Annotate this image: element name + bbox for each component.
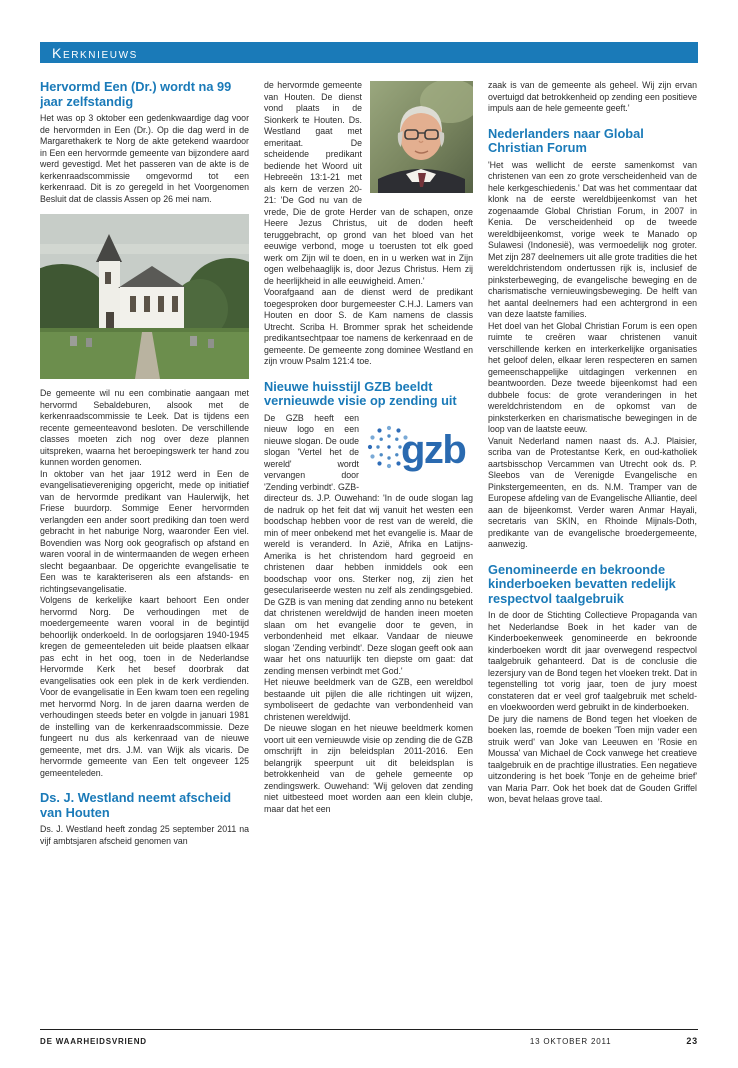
paragraph: De gemeente wil nu een combinatie aangaan met hervormd Sebaldeburen, alsook met de kerkenraadscommissie te Leek. Dat is tijdens een recente gemeenteavond besloten. De verschillende classes moeten zich nog over deze plannen uitspreken, waarna het beroepingswerk ter hand zou kunnen worden genomen. xyxy=(40,388,249,468)
paragraph: Volgens de kerkelijke kaart behoort Een onder hervormd Norg. De verhoudingen met de moedergemeente waren vooral in de begintijd behoorlijk onderkoeld. In de oorlogsjaren 1940-1945 kregen de gemeenteleden uit beide plaatsen elkaar pas echt in het oog, toen in de Nederlandse Hervormde Kerk het besef doorbrak dat evangelisaties ook een plek in de kerk verdienden. Voor de evangelisatie in Een kwam toen een regeling met hervormd Norg. In de jaren daarna werden de verhoudingen steeds beter en volgde in januari 1981 de instelling van de kerkenraadscommissie. Deze fungeert nu dus als kerkenraad van de nieuwe gemeente, met drs. J.M. van Wijk als vicaris. De hervormde gemeente van Een telt ongeveer 125 gemeenteleden. xyxy=(40,595,249,778)
gzb-logo xyxy=(365,417,473,479)
article-columns xyxy=(40,80,698,1015)
paragraph: Vanuit Nederland namen naast ds. A.J. Plaisier, scriba van de Protestantse Kerk, en oud-katholiek aartsbisschop Vercammen van Utrecht ook ds. P. Sleebos van de Verenigde Evangelische en Pinkstergemeenten, en ds. N.M. Tramper van de Europese afdeling van de Evangelische Alliantie, deel aan de bijeenkomst. Verder waren Anmar Hayali, secretaris van SKIN, en Rhoinde Mijnals-Doth, predikante van de evangelische broedergemeente, aanwezig. xyxy=(488,435,697,550)
column-3 xyxy=(488,80,697,1015)
article-title: Ds. J. Westland neemt afscheid van Houten xyxy=(40,790,232,820)
paragraph: 'Het was wellicht de eerste samenkomst van christenen van een zo grote verscheidenheid van de hele kerkgeschiedenis.' Dat was het commentaar dat klonk na de eerste wereldbijeenkomst van het zogenaamde Global Christian Forum, in 2007 in Kenia. De verscheidenheid op de tweede wereldbijeenkomst, vorige week te Manado op Sulawesi (Indonesië), was vermoedelijk nog groter. Met zijn 287 deelnemers uit alle grote tradities die het wereldchristendom ondertussen rijk is, inclusief de pinksterbeweging, de evangelische beweging en de charismatische vernieuwingsbeweging. De helft van het aantal deelnemers had een achtergrond in een van deze laatste families. xyxy=(488,159,697,320)
paragraph: Het doel van het Global Christian Forum is een open ruimte te creëren waar christenen vanuit verschillende kerken en interkerkelijke organisaties het geloof delen, elkaar leren respecteren en samen gemeenschappelijke uitdagingen verkennen en beantwoorden. Deze tweede bijeenkomst had een dubbele focus: de grote veranderingen in het wereldchristendom en de opkomst van de pinksterkerken en charismatische bewegingen in de loop van de laatste eeuw. xyxy=(488,320,697,435)
article-title: Genomineerde en bekroonde kinderboeken bevatten redelijk respectvol taalgebruik xyxy=(488,561,676,606)
article-title: Hervormd Een (Dr.) wordt na 99 jaar zelfstandig xyxy=(40,80,232,109)
page-footer xyxy=(40,1029,698,1046)
gzb-logo-text: gzb xyxy=(401,427,466,472)
section-header xyxy=(40,42,698,63)
gzb-logo-illustration xyxy=(365,417,473,479)
article-title: Nederlanders naar Global Christian Forum xyxy=(488,125,644,156)
paragraph-with-photo xyxy=(264,80,473,287)
church-photo-illustration xyxy=(40,214,249,379)
column-2 xyxy=(264,80,473,1015)
paragraph: zaak is van de gemeente als geheel. Wij zijn ervan overtuigd dat betrokkenheid op zending een positieve impuls aan de hele gemeente geeft.' xyxy=(488,80,697,113)
paragraph: De nieuwe slogan en het nieuwe beeldmerk komen voort uit een vernieuwde visie op zending die de GZB omschrijft in zijn beleidsplan 2011-2016. Een belangrijk speerpunt uit dit beleidsplan is betrokkenheid van de gehele gemeente op zendingswerk. Ouwehand: 'Wij geloven dat zending niet uitbesteed moet worden aan een klein clubje, maar dat het een xyxy=(264,723,473,814)
paragraph: Ds. J. Westland heeft zondag 25 september 2011 na vijf ambtsjaren afscheid genomen van xyxy=(40,824,249,846)
publication-name: DE WAARHEIDSVRIEND xyxy=(40,1037,147,1046)
paragraph: Het nieuwe beeldmerk van de GZB, een wereldbol bestaande uit pijlen die alle richtingen uit wijzen, symboliseert de gedachte van verbondenheid van christenen wereldwijd. xyxy=(264,677,473,722)
paragraph: de hervormde gemeente van Houten. De dienst vond plaats in de Sionkerk te Houten. Ds. Westland gaat met emeritaat. De scheidende predikant bediende het Woord uit Hebreeën 13:1-21 met als kern de verzen 20-21: 'De God nu van de vrede, Die de grote Herder van de schapen, onze Heere Jezus Christus, uit de doden heeft teruggebracht, op grond van het bloed van het eeuwige verbond, moge u toerusten tot elk goed werk om Zijn wil te doen, en in u werken wat in Zijn ogen welbehaaglijk is, door Jezus Christus. Hem zij de heerlijkheid in alle eeuwigheid. Amen.' xyxy=(264,80,473,286)
column-1 xyxy=(40,80,249,1015)
paragraph: De jury die namens de Bond tegen het vloeken de boeken las, roemde de boeken 'Toen mijn vader een struik werd' van Joke van Leeuwen en 'Rosie en Moussa' van Michael de Cock vanwege het creatieve taalgebruik en de prachtige illustraties. Een negatieve uitzondering is het boek 'Tonje en de geheime brief' van Maria Parr. Ook het boek dat de Gouden Griffel won, bevat helaas grove taal. xyxy=(488,713,697,805)
paragraph: Het was op 3 oktober een gedenkwaardige dag voor de hervormden in Een (Dr.). Op die dag werd in de Margarethakerk te Norg de akte getekend waardoor in Een een hervormde gemeente van bijzondere aard werd gevestigd. Met het passeren van de akte is de kerkenraadscommissie omgevormd tot een kerkenraad. Dit is zo geregeld in het Voorgenomen Besluit dat de classis Assen op 26 mei nam. xyxy=(40,113,249,204)
paragraph-with-logo xyxy=(264,413,473,678)
section-title: Kerknieuws xyxy=(52,44,138,61)
paragraph: In de door de Stichting Collectieve Propaganda van het Nederlandse Boek in het kader van de Kinderboekenweek genomineerde en bekroonde kinderboeken wordt dit jaar overwegend respectvol taalgebruik gehanteerd. Dat is de conclusie die lezersjury van de Bond tegen het vloeken trekt. Dat in tegenstelling tot vorig jaar, toen de jury moest constateren dat er veel grof taalgebruik met scheld- en vloekwoorden werd gebruikt in de kinderboeken. xyxy=(488,610,697,713)
pastor-portrait-illustration xyxy=(370,81,473,193)
footer-right-group xyxy=(530,1036,698,1046)
page-number: 23 xyxy=(686,1036,698,1046)
pastor-portrait-photo xyxy=(370,81,473,193)
article-title: Nieuwe huisstijl GZB beeldt vernieuwde visie op zending uit xyxy=(264,378,457,409)
church-photo xyxy=(40,214,249,379)
issue-date: 13 OKTOBER 2011 xyxy=(529,1037,612,1046)
paragraph: In oktober van het jaar 1912 werd in Een de evangelisatievereniging opgericht, mede op initiatief van de hervormde predikant van Haulerwijk, het Friese buurdorp. Sommige Eener hervormden verlangden een ander soort prediking dan toen werd gebracht in het naburige Norg, waaronder Een viel. Bovendien was Norg ook geografisch op afstand en waren vooral in de wintermaanden de wegen erheen slecht begaanbaar. De opgerichte evangelisatie te Een was te karakteriseren als een afstands- en richtingsevangelisatie. xyxy=(40,468,249,594)
paragraph: Voorafgaand aan de dienst werd de predikant toegesproken door burgemeester C.H.J. Lamers van Houten en door S. de Kam namens de classis Utrecht. Scriba H. Brommer sprak het scheidende predikantsechtpaar toe namens de kerkenraad en de gemeente. De gemeente zong dominee Westland en zijn vrouw Psalm 121:4 toe. xyxy=(264,287,473,366)
paragraph: De GZB heeft een nieuw logo en een nieuwe slogan. De oude slogan 'Vertel het de wereld' wordt vervangen door 'Zending verbindt'. GZB-directeur ds. J.P. Ouwehand: 'In de oude slogan lag de nadruk op het feit dat wij vanuit het westen een boodschap hebben voor de rest van de wereld, die min of meer onbekend met het evangelie is. Maar de wereld is veranderd. In Azië, Afrika en Latijns-Amerika is het christendom hard gegroeid en christenen daar hebben inmiddels ook een boodschap voor ons. Sterker nog, zij zien het geseculariseerde westen nu zelf als zendingsgebied. De GZB is van mening dat zending anno nu betekent dat christenen wereldwijd de handen ineen moeten slaan om het evangelie door te geven, in verbondenheid met elkaar. Vandaar de nieuwe slogan 'Zending verbindt'. Deze slogan geeft ook aan waar het ons natuurlijk ten diepste om gaat: dat zending mensen verbindt met God.' xyxy=(264,412,473,676)
